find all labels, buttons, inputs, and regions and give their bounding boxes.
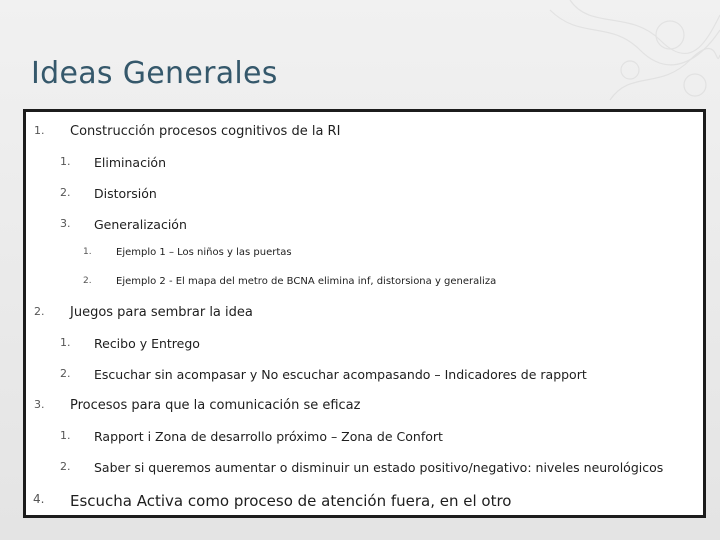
list-number: 2.: [34, 305, 45, 318]
list-text: Saber si queremos aumentar o disminuir un estado positivo/negativo: niveles neurológicos: [94, 460, 664, 475]
list-text: Juegos para sembrar la idea: [70, 305, 253, 320]
list-number: 2.: [83, 276, 92, 286]
list-number: 2.: [60, 460, 71, 473]
list-text: Ejemplo 2 - El mapa del metro de BCNA elimina inf, distorsiona y generaliza: [116, 276, 497, 287]
decorative-pattern: [490, 0, 720, 110]
list-number: 1.: [83, 247, 92, 257]
list-number: 1.: [60, 155, 71, 168]
list-number: 2.: [60, 186, 71, 199]
list-number: 3.: [60, 217, 71, 230]
list-text: Rapport i Zona de desarrollo próximo – Zona de Confort: [94, 429, 443, 444]
list-text: Escuchar sin acompasar y No escuchar acompasando – Indicadores de rapport: [94, 367, 587, 382]
list-number: 3.: [34, 398, 45, 411]
list-text: Eliminación: [94, 155, 166, 170]
list-number: 4.: [33, 492, 45, 506]
list-number: 1.: [34, 124, 45, 137]
list-number: 2.: [60, 367, 71, 380]
list-text: Procesos para que la comunicación se eficaz: [70, 398, 361, 413]
list-text: Recibo y Entrego: [94, 336, 200, 351]
list-text: Generalización: [94, 217, 187, 232]
list-text: Construcción procesos cognitivos de la RI: [70, 124, 341, 139]
list-text: Ejemplo 1 – Los niños y las puertas: [116, 247, 292, 258]
list-text: Escucha Activa como proceso de atención fuera, en el otro: [70, 492, 512, 510]
list-number: 1.: [60, 336, 71, 349]
content-box: [23, 109, 706, 518]
list-text: Distorsión: [94, 186, 157, 201]
list-number: 1.: [60, 429, 71, 442]
page-title: Ideas Generales: [31, 56, 278, 91]
